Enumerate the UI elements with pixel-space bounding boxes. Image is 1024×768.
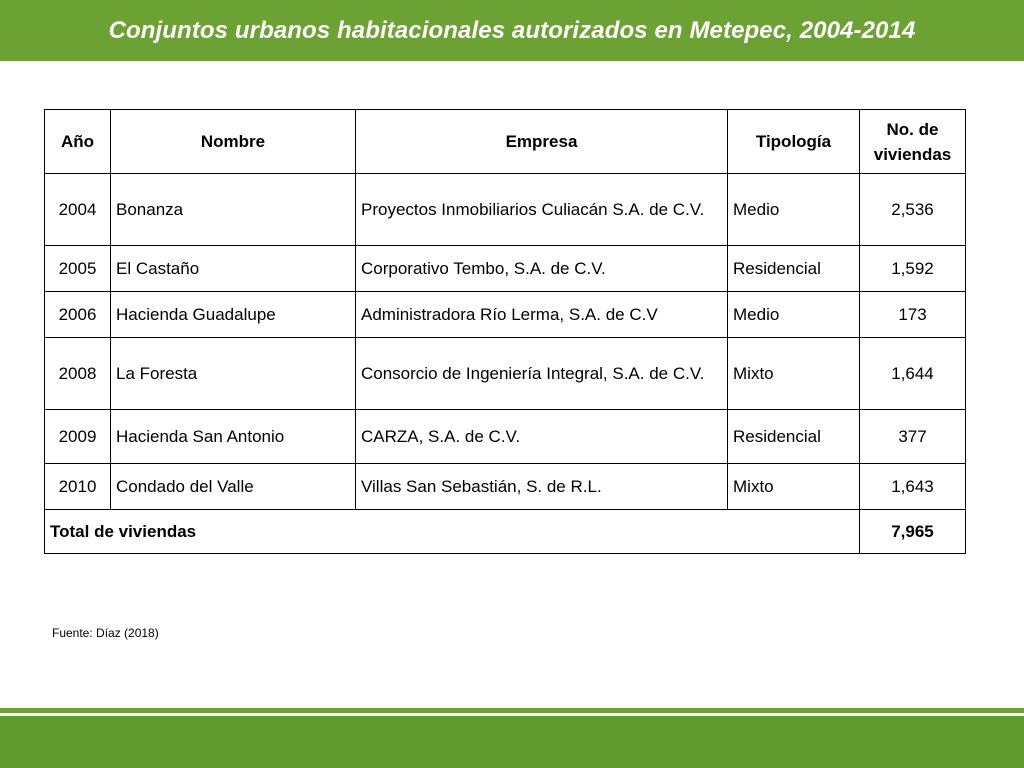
cell-tipologia: Medio [728, 292, 860, 338]
table-row [45, 410, 966, 464]
cell-viviendas: 377 [860, 410, 966, 464]
total-label: Total de viviendas [45, 510, 860, 554]
table-row [45, 292, 966, 338]
cell-anio: 2008 [45, 338, 111, 410]
cell-anio: 2004 [45, 174, 111, 246]
cell-viviendas: 1,644 [860, 338, 966, 410]
footer-divider [0, 708, 1024, 713]
title-bar [0, 0, 1024, 61]
cell-tipologia: Residencial [728, 246, 860, 292]
housing-table-container [44, 109, 965, 554]
column-header-empresa: Empresa [356, 110, 728, 174]
cell-empresa: Administradora Río Lerma, S.A. de C.V [356, 292, 728, 338]
table-row [45, 338, 966, 410]
source-note: Fuente: Díaz (2018) [52, 626, 159, 640]
cell-empresa: Consorcio de Ingeniería Integral, S.A. de C.V. [356, 338, 728, 410]
column-header-viviendas: No. de viviendas [860, 110, 966, 174]
column-header-anio: Año [45, 110, 111, 174]
cell-nombre: Bonanza [111, 174, 356, 246]
cell-nombre: La Foresta [111, 338, 356, 410]
cell-anio: 2005 [45, 246, 111, 292]
table-row [45, 174, 966, 246]
cell-nombre: Hacienda San Antonio [111, 410, 356, 464]
cell-anio: 2006 [45, 292, 111, 338]
cell-anio: 2009 [45, 410, 111, 464]
cell-anio: 2010 [45, 464, 111, 510]
cell-tipologia: Mixto [728, 464, 860, 510]
cell-viviendas: 173 [860, 292, 966, 338]
table-row [45, 464, 966, 510]
table-header-row [45, 110, 966, 174]
table-row [45, 246, 966, 292]
table-total-row [45, 510, 966, 554]
cell-empresa: Proyectos Inmobiliarios Culiacán S.A. de C.V. [356, 174, 728, 246]
cell-nombre: El Castaño [111, 246, 356, 292]
cell-tipologia: Mixto [728, 338, 860, 410]
page-title: Conjuntos urbanos habitacionales autorizados en Metepec, 2004-2014 [108, 16, 916, 44]
cell-viviendas: 1,643 [860, 464, 966, 510]
column-header-tipologia: Tipología [728, 110, 860, 174]
footer-bar [0, 716, 1024, 768]
cell-tipologia: Medio [728, 174, 860, 246]
cell-nombre: Condado del Valle [111, 464, 356, 510]
cell-viviendas: 1,592 [860, 246, 966, 292]
cell-empresa: Corporativo Tembo, S.A. de C.V. [356, 246, 728, 292]
cell-empresa: Villas San Sebastián, S. de R.L. [356, 464, 728, 510]
housing-table [44, 109, 966, 554]
cell-nombre: Hacienda Guadalupe [111, 292, 356, 338]
cell-viviendas: 2,536 [860, 174, 966, 246]
total-value: 7,965 [860, 510, 966, 554]
column-header-nombre: Nombre [111, 110, 356, 174]
cell-empresa: CARZA, S.A. de C.V. [356, 410, 728, 464]
cell-tipologia: Residencial [728, 410, 860, 464]
